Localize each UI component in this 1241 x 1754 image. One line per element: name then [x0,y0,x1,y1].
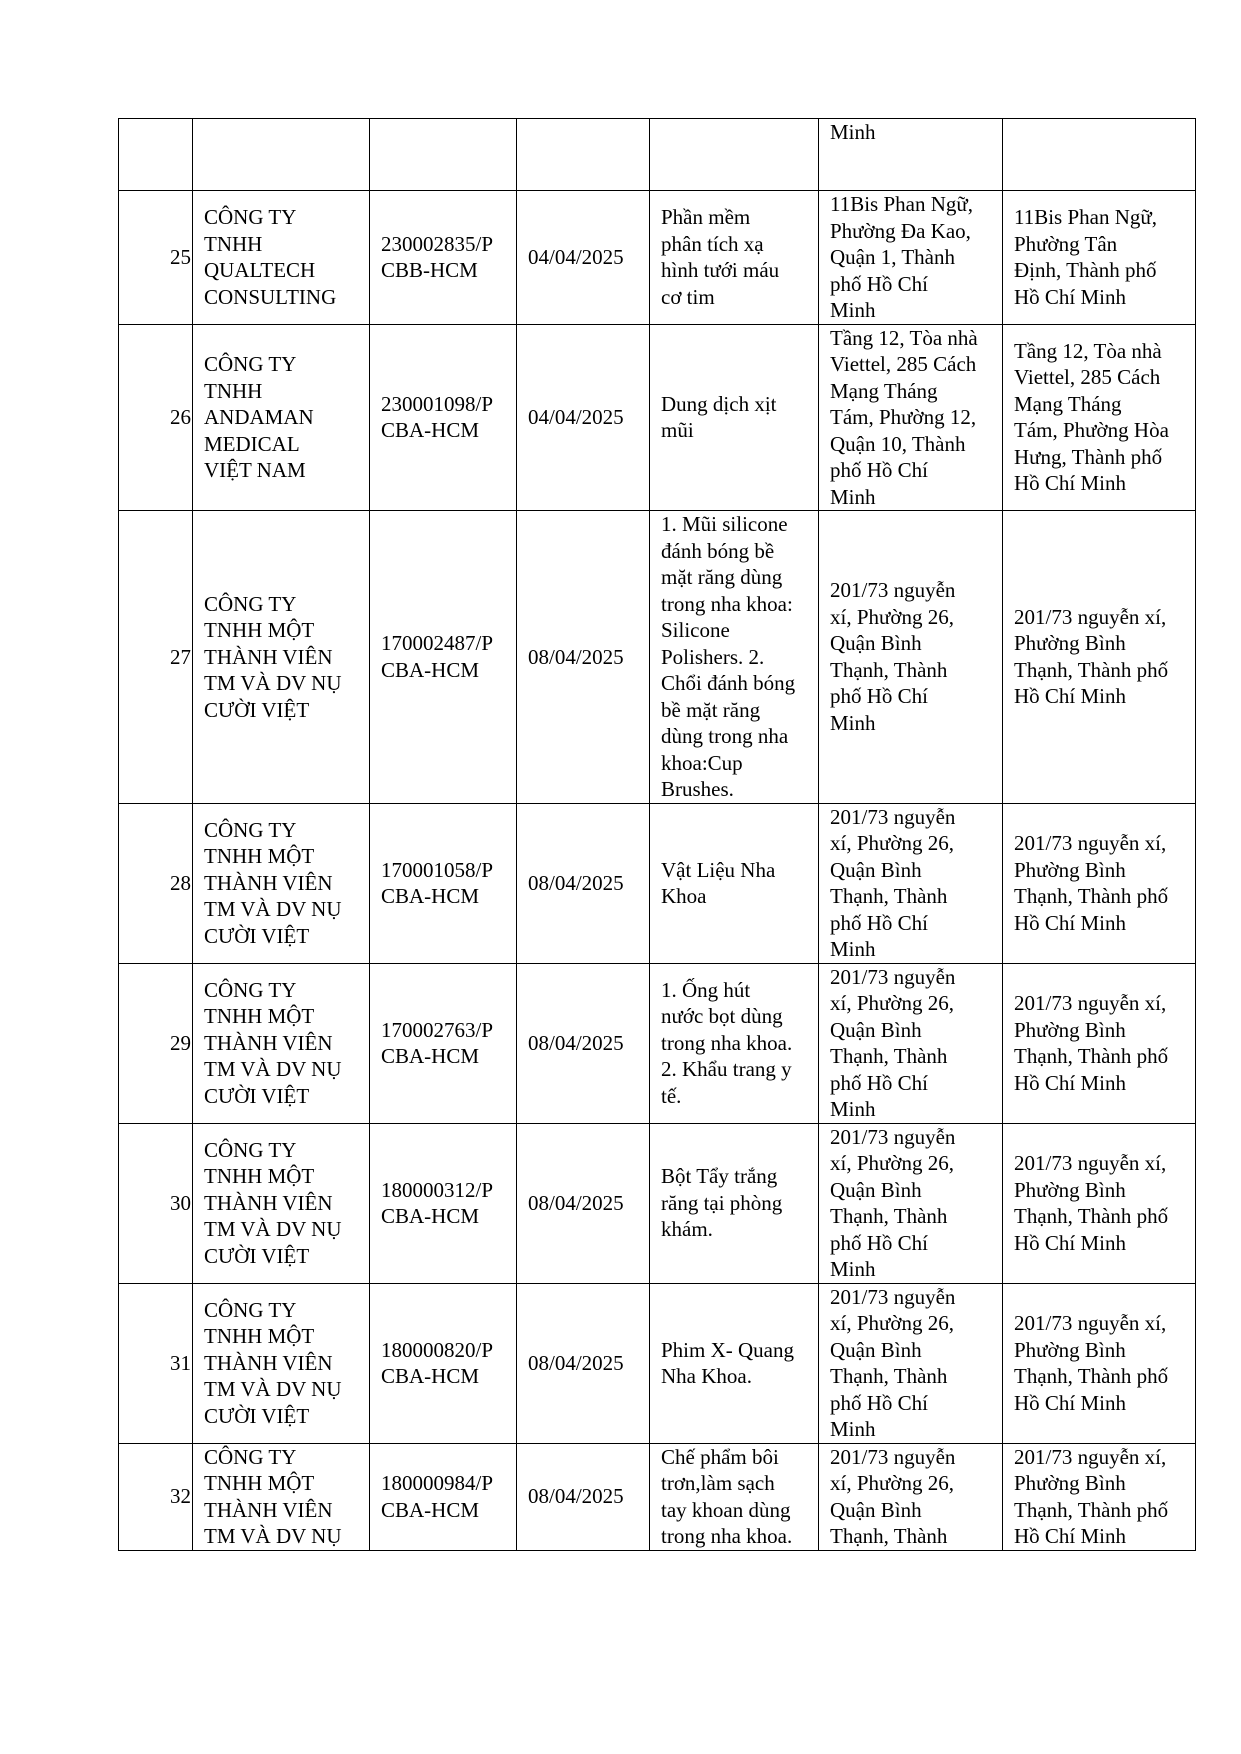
row-number: 28 [170,870,191,895]
old-address-cell [819,191,1003,325]
company-name-cell [193,324,370,511]
company-name: CÔNG TY TNHH MỘT THÀNH VIÊN TM VÀ DV NỤ CƯỜI VIỆT [204,591,342,722]
registration-date: 08/04/2025 [528,870,624,895]
registration-date: 04/04/2025 [528,405,624,429]
company-name-cell [193,191,370,325]
new-address-cell [1003,1123,1196,1283]
table-row [119,963,1196,1123]
registration-number-cell [370,119,517,191]
table-row [119,191,1196,325]
registration-date-cell [517,1123,650,1283]
row-number: 26 [170,405,191,429]
new-address: 201/73 nguyễn xí, Phường Bình Thạnh, Thành phố Hồ Chí Minh [1014,604,1169,709]
product-name: 1. Ống hút nước bọt dùng trong nha khoa. 2. Khẩu trang y tế. [661,977,793,1108]
registration-date: 04/04/2025 [528,245,624,269]
old-address: 201/73 nguyễn xí, Phường 26, Quận Bình Thạnh, Thành phố Hồ Chí Minh [830,1124,956,1281]
registration-date-cell [517,511,650,804]
old-address-cell [819,803,1003,963]
product-name: Phim X- Quang Nha Khoa. [661,1337,794,1388]
registration-number: 180000312/P CBA-HCM [381,1177,494,1228]
old-address-cell [819,1283,1003,1443]
new-address: 201/73 nguyễn xí, Phường Bình Thạnh, Thành phố Hồ Chí Minh [1014,1444,1169,1548]
new-address-cell [1003,963,1196,1123]
product-name-cell [650,191,819,325]
row-number: 27 [170,644,191,669]
registration-number-cell [370,511,517,804]
registration-number: 180000820/P CBA-HCM [381,1337,494,1388]
product-name-cell [650,963,819,1123]
registration-table [118,118,1196,1551]
old-address: 201/73 nguyễn xí, Phường 26, Quận Bình Thạnh, Thành phố Hồ Chí Minh [830,1284,956,1441]
table-row [119,511,1196,804]
registration-date-cell [517,963,650,1123]
old-address: 201/73 nguyễn xí, Phường 26, Quận Bình Thạnh, Thành [830,1444,956,1548]
new-address: Tầng 12, Tòa nhà Viettel, 285 Cách Mạng Tháng Tám, Phường Hòa Hưng, Thành phố Hồ Chí Minh [1014,338,1169,496]
product-name: Phần mềm phân tích xạ hình tưới máu cơ tim [661,205,780,309]
registration-number: 230002835/P CBB-HCM [381,231,494,283]
table-row [119,119,1196,191]
row-number-cell [119,803,193,963]
old-address-cell [819,119,1003,191]
row-number-cell [119,191,193,325]
company-name-cell [193,1443,370,1550]
row-number-cell [119,1123,193,1283]
company-name-cell [193,963,370,1123]
product-name: 1. Mũi silicone đánh bóng bề mặt răng dùng trong nha khoa: Silicone Polishers. 2. Chổi đánh bóng bề mặt răng dùng trong nha khoa:Cup Brushes. [661,512,796,801]
old-address: Minh [830,120,876,144]
registration-date-cell [517,1283,650,1443]
company-name-cell [193,1283,370,1443]
company-name: CÔNG TY TNHH MỘT THÀNH VIÊN TM VÀ DV NỤ CƯỜI VIỆT [204,977,342,1108]
new-address-cell [1003,1443,1196,1550]
company-name: CÔNG TY TNHH QUALTECH CONSULTING [204,205,337,309]
registration-date: 08/04/2025 [528,1190,624,1215]
new-address: 201/73 nguyễn xí, Phường Bình Thạnh, Thành phố Hồ Chí Minh [1014,991,1169,1095]
registration-number: 230001098/P CBA-HCM [381,391,494,443]
product-name-cell [650,1123,819,1283]
row-number-cell [119,1283,193,1443]
row-number-cell [119,324,193,511]
company-name: CÔNG TY TNHH ANDAMAN MEDICAL VIỆT NAM [204,352,314,482]
old-address: Tầng 12, Tòa nhà Viettel, 285 Cách Mạng Tháng Tám, Phường 12, Quận 10, Thành phố Hồ Chí Minh [830,325,978,509]
registration-date: 08/04/2025 [528,1350,624,1375]
product-name: Chế phẩm bôi trơn,làm sạch tay khoan dùng trong nha khoa. [661,1444,793,1548]
old-address: 201/73 nguyễn xí, Phường 26, Quận Bình Thạnh, Thành phố Hồ Chí Minh [830,964,956,1121]
registration-number: 170002487/P CBA-HCM [381,631,494,682]
product-name-cell [650,324,819,511]
registration-number-cell [370,1123,517,1283]
table-row [119,1443,1196,1550]
registration-date: 08/04/2025 [528,1484,624,1509]
table-body [119,119,1196,1551]
row-number: 31 [170,1350,191,1375]
registration-date: 08/04/2025 [528,644,624,669]
registration-number-cell [370,1283,517,1443]
company-name-cell [193,511,370,804]
registration-number-cell [370,324,517,511]
registration-date-cell [517,1443,650,1550]
registration-number: 170001058/P CBA-HCM [381,857,494,908]
row-number: 29 [170,1030,191,1055]
old-address-cell [819,511,1003,804]
row-number: 30 [170,1190,191,1215]
old-address: 11Bis Phan Ngữ, Phường Đa Kao, Quận 1, Thành phố Hồ Chí Minh [830,192,974,322]
new-address-cell [1003,324,1196,511]
company-name-cell [193,119,370,191]
company-name: CÔNG TY TNHH MỘT THÀNH VIÊN TM VÀ DV NỤ CƯỜI VIỆT [204,1297,342,1428]
new-address-cell [1003,119,1196,191]
registration-number: 180000984/P CBA-HCM [381,1471,494,1522]
new-address: 201/73 nguyễn xí, Phường Bình Thạnh, Thành phố Hồ Chí Minh [1014,1151,1169,1255]
product-name-cell [650,119,819,191]
table-row [119,324,1196,511]
old-address-cell [819,1443,1003,1550]
registration-date: 08/04/2025 [528,1030,624,1055]
product-name-cell [650,803,819,963]
row-number: 25 [170,245,191,269]
new-address-cell [1003,1283,1196,1443]
registration-number-cell [370,963,517,1123]
company-name: CÔNG TY TNHH MỘT THÀNH VIÊN TM VÀ DV NỤ CƯỜI VIỆT [204,817,342,948]
product-name-cell [650,511,819,804]
registration-number-cell [370,803,517,963]
product-name-cell [650,1283,819,1443]
new-address-cell [1003,803,1196,963]
old-address: 201/73 nguyễn xí, Phường 26, Quận Bình Thạnh, Thành phố Hồ Chí Minh [830,804,956,961]
company-name: CÔNG TY TNHH MỘT THÀNH VIÊN TM VÀ DV NỤ CƯỜI VIỆT [204,1137,342,1268]
new-address: 201/73 nguyễn xí, Phường Bình Thạnh, Thành phố Hồ Chí Minh [1014,1311,1169,1415]
old-address-cell [819,963,1003,1123]
registration-date-cell [517,119,650,191]
table-row [119,1283,1196,1443]
row-number: 32 [170,1484,191,1509]
product-name: Bột Tẩy trắng răng tại phòng khám. [661,1164,783,1242]
old-address: 201/73 nguyễn xí, Phường 26, Quận Bình Thạnh, Thành phố Hồ Chí Minh [830,578,956,735]
table-row [119,803,1196,963]
new-address: 201/73 nguyễn xí, Phường Bình Thạnh, Thành phố Hồ Chí Minh [1014,831,1169,935]
product-name: Dung dịch xịt mũi [661,391,777,443]
row-number-cell [119,119,193,191]
company-name-cell [193,1123,370,1283]
registration-date-cell [517,191,650,325]
company-name-cell [193,803,370,963]
product-name-cell [650,1443,819,1550]
registration-date-cell [517,803,650,963]
registration-number-cell [370,1443,517,1550]
row-number-cell [119,1443,193,1550]
new-address: 11Bis Phan Ngữ, Phường Tân Định, Thành phố Hồ Chí Minh [1014,205,1158,309]
registration-date-cell [517,324,650,511]
registration-number-cell [370,191,517,325]
registration-number: 170002763/P CBA-HCM [381,1017,494,1068]
product-name: Vật Liệu Nha Khoa [661,857,776,908]
company-name: CÔNG TY TNHH MỘT THÀNH VIÊN TM VÀ DV NỤ [204,1444,342,1548]
row-number-cell [119,963,193,1123]
new-address-cell [1003,191,1196,325]
table-row [119,1123,1196,1283]
old-address-cell [819,324,1003,511]
row-number-cell [119,511,193,804]
old-address-cell [819,1123,1003,1283]
new-address-cell [1003,511,1196,804]
